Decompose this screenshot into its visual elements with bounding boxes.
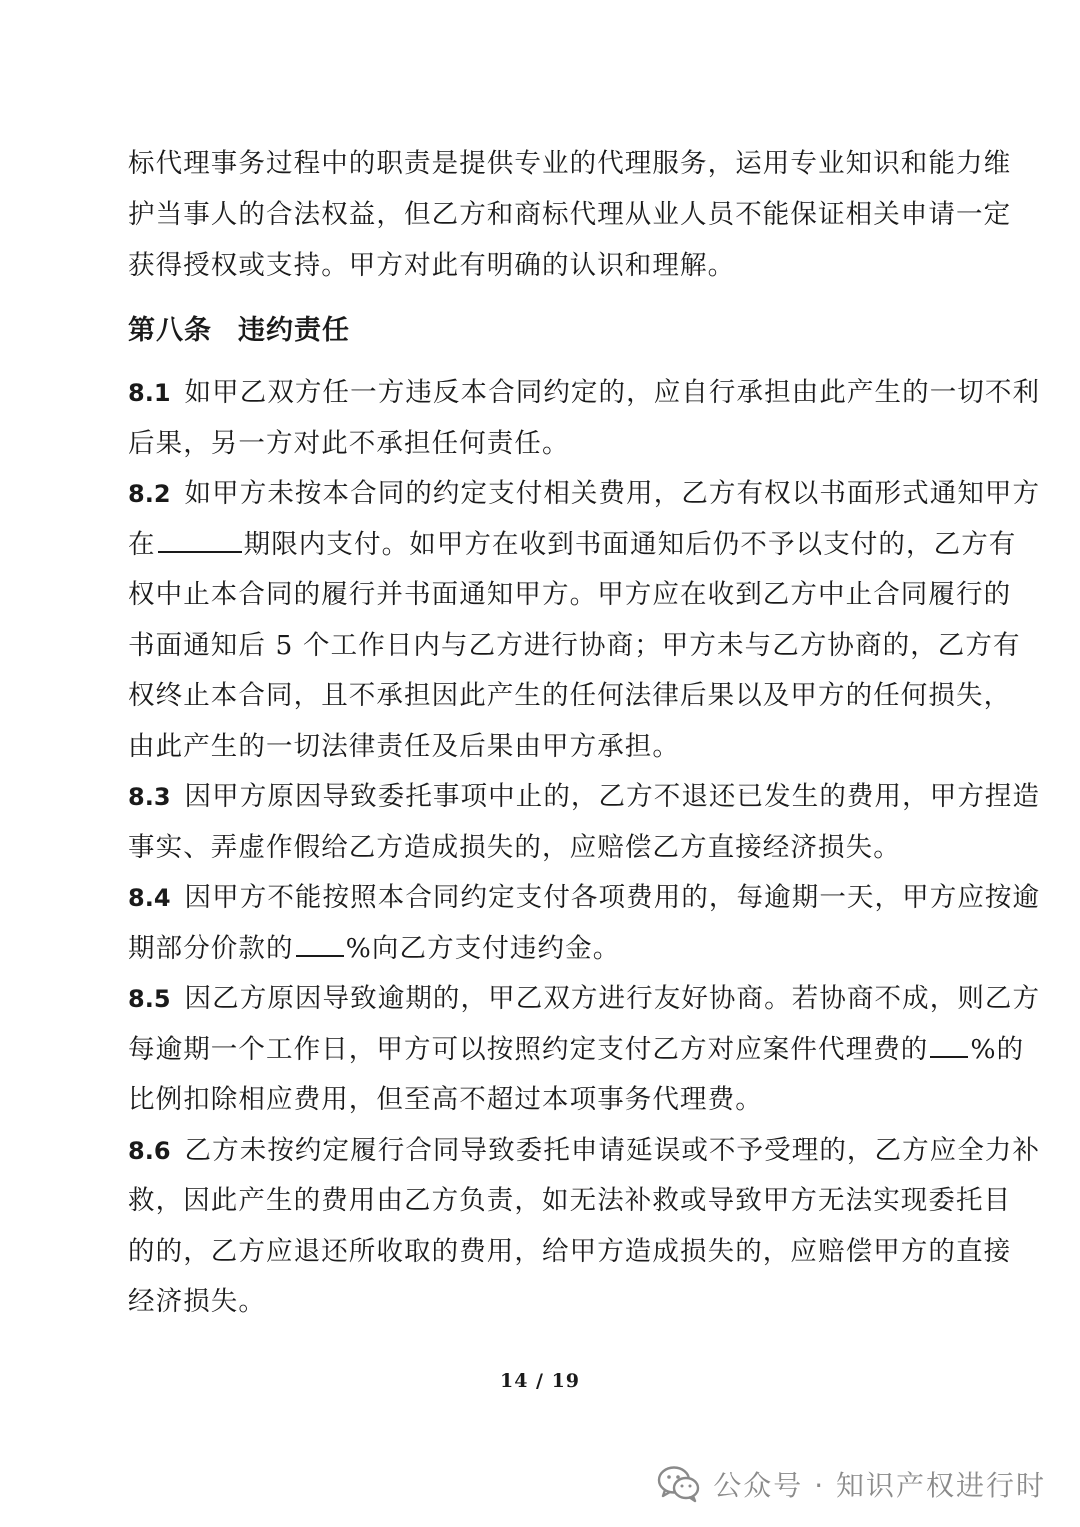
clause-list (128, 368, 1041, 1328)
intro-line: 标代理事务过程中的职责是提供专业的代理服务，运用专业知识和能力维 (128, 148, 1012, 179)
clause-text: 每逾期一个工作日，甲方可以按照约定支付乙方对应案件代理费的 (128, 1033, 929, 1065)
wechat-icon (657, 1464, 701, 1504)
clause-text: 因甲方不能按照本合同约定支付各项费用的，每逾期一天，甲方应按逾 (184, 882, 1041, 913)
clause-number: 8.2 (128, 480, 171, 508)
clause-text: 救，因此产生的费用由乙方负责，如无法补救或导致甲方无法实现委托目 (128, 1185, 1012, 1216)
clause-text: %向乙方支付违约金。 (345, 932, 621, 964)
clause-number: 8.5 (128, 985, 171, 1013)
clause-text: 比例扣除相应费用，但至高不超过本项事务代理费。 (128, 1084, 763, 1115)
clause-8-1 (128, 368, 1041, 469)
clause-text: %的 (970, 1033, 1025, 1065)
clause-text: 权终止本合同，且不承担因此产生的任何法律后果以及甲方的任何损失， (128, 680, 1012, 711)
clause-text: 期部分价款的 (128, 932, 294, 964)
fill-in-blank[interactable] (296, 931, 344, 957)
clause-text: 事实、弄虚作假给乙方造成损失的，应赔偿乙方直接经济损失。 (128, 831, 901, 863)
clause-text: 由此产生的一切法律责任及后果由甲方承担。 (128, 730, 680, 762)
clause-text: 权中止本合同的履行并书面通知甲方。甲方应在收到乙方中止合同履行的 (128, 579, 1012, 610)
article-title: 违约责任 (238, 315, 350, 346)
page-number: 14 / 19 (499, 1370, 581, 1392)
clause-8-5 (128, 974, 1041, 1126)
watermark-text: 公众号 · 知识产权进行时 (713, 1469, 1046, 1502)
clause-number: 8.1 (128, 379, 171, 407)
clause-text: 期限内支付。如甲方在收到书面通知后仍不予以支付的，乙方有 (243, 528, 1017, 560)
clause-8-2 (128, 469, 1041, 772)
clause-number: 8.4 (128, 884, 171, 912)
clause-8-6 (128, 1126, 1041, 1328)
clause-number: 8.3 (128, 783, 171, 811)
clause-text: 的的，乙方应退还所收取的费用，给甲方造成损失的，应赔偿甲方的直接 (128, 1235, 1012, 1267)
clause-text: 在 (128, 528, 156, 560)
clause-text: 乙方未按约定履行合同导致委托申请延误或不予受理的，乙方应全力补 (184, 1134, 1041, 1166)
intro-paragraph (128, 138, 1012, 291)
fill-in-blank[interactable] (158, 527, 242, 553)
clause-text: 因甲方原因导致委托事项中止的，乙方不退还已发生的费用，甲方捏造 (184, 781, 1041, 812)
intro-line: 护当事人的合法权益，但乙方和商标代理从业人员不能保证相关申请一定 (128, 199, 1012, 230)
intro-line: 获得授权或支持。甲方对此有明确的认识和理解。 (128, 250, 736, 281)
clause-text: 因乙方原因导致逾期的，甲乙双方进行友好协商。若协商不成，则乙方 (184, 983, 1041, 1014)
clause-text: 如甲方未按本合同的约定支付相关费用，乙方有权以书面形式通知甲方 (184, 478, 1041, 509)
article-heading (128, 308, 350, 347)
clause-number: 8.6 (128, 1136, 171, 1165)
clause-text: 经济损失。 (128, 1286, 266, 1317)
clause-text: 书面通知后 5 个工作日内与乙方进行协商；甲方未与乙方协商的，乙方有 (128, 629, 1021, 661)
clause-8-3 (128, 772, 1041, 873)
clause-text: 如甲乙双方任一方违反本合同约定的，应自行承担由此产生的一切不利 (184, 377, 1041, 408)
wechat-watermark (657, 1456, 1046, 1512)
fill-in-blank[interactable] (930, 1032, 968, 1058)
article-number: 第八条 (128, 315, 212, 346)
clause-text: 后果，另一方对此不承担任何责任。 (128, 427, 570, 459)
clause-8-4 (128, 873, 1041, 974)
